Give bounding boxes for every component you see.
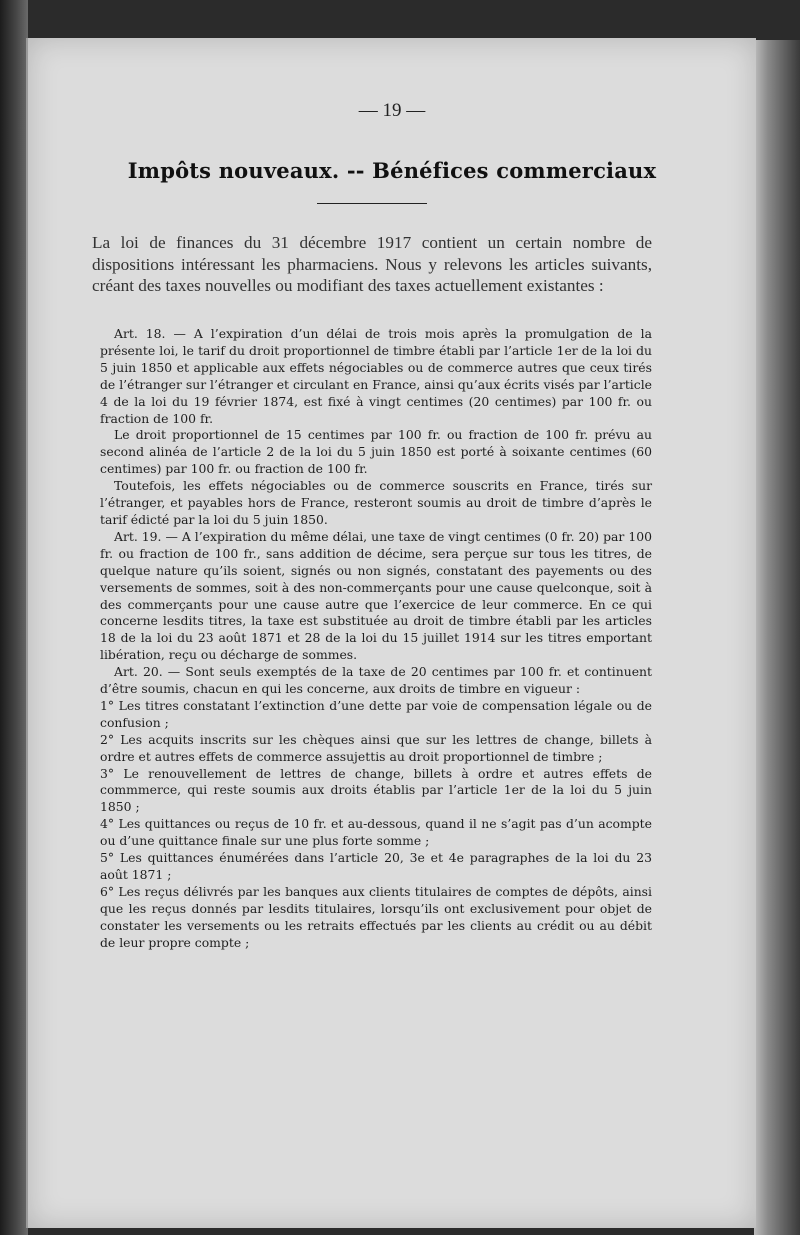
articles-body (100, 326, 652, 952)
document-page (26, 38, 756, 1228)
article-18-third-paragraph: Toutefois, les effets négociables ou de commerce souscrits en France, tirés sur l’étranger, et payables hors de France, resteront soumis au droit de timbre d’après le tarif édicté par la loi du 5 juin 1850. (100, 478, 652, 527)
page-title: Impôts nouveaux. -- Bénéfices commerciaux (127, 158, 657, 183)
article-18-paragraph: Art. 18. — A l’expiration d’un délai de trois mois après la promulgation de la présente loi, le tarif du droit proportionnel de timbre établi par l’article 1er de la loi du 5 juin 1850 et applicable aux effets négociables ou de commerce autres que ceux tirés de l’étranger sur l’étranger et circulant en France, ainsi qu’aux écrits visés par l’article 4 de la loi du 19 février 1874, est fixé à vingt centimes (20 centimes) par 100 fr. ou fraction de 100 fr. (100, 326, 652, 426)
list-item: 6° Les reçus délivrés par les banques aux clients titulaires de comptes de dépôts, ainsi que les reçus donnés par lesdits titulaires, lorsqu’ils ont exclusivement pour objet de constater les versements ou les retraits effectués par les clients au crédit ou au débit de leur propre compte ; (100, 883, 652, 950)
list-item: 2° Les acquits inscrits sur les chèques ainsi que sur les lettres de change, billets à ordre et autres effets de commerce assujettis au droit proportionnel de timbre ; (100, 731, 652, 764)
intro-paragraph: La loi de finances du 31 décembre 1917 contient un certain nombre de dispositions intéressant les pharmaciens. Nous y relevons les articles suivants, créant des taxes nouvelles ou modifiant des taxes actuellement existantes : (92, 233, 652, 296)
title-underline (317, 203, 427, 204)
page-stack-edge (754, 40, 800, 1235)
article-20-paragraph: Art. 20. — Sont seuls exemptés de la taxe de 20 centimes par 100 fr. et continuent d’être soumis, chacun en qui les concerne, aux droits de timbre en vigueur : (100, 664, 652, 697)
article-18-second-paragraph: Le droit proportionnel de 15 centimes par 100 fr. ou fraction de 100 fr. prévu au second alinéa de l’article 2 de la loi du 5 juin 1850 est porté à soixante centimes (60 centimes) par 100 fr. ou fraction de 100 fr. (100, 427, 652, 477)
list-item: 1° Les titres constatant l’extinction d’une dette par voie de compensation légale ou de confusion ; (100, 697, 652, 730)
list-item: 4° Les quittances ou reçus de 10 fr. et au-dessous, quand il ne s’agit pas d’un acompte ou d’une quittance finale sur une plus forte somme ; (100, 816, 652, 849)
page-number: — 19 — (358, 100, 426, 121)
book-binding-edge (0, 0, 28, 1235)
article-19-paragraph: Art. 19. — A l’expiration du même délai, une taxe de vingt centimes (0 fr. 20) par 100 fr. ou fraction de 100 fr., sans addition de décime, sera perçue sur tous les titres, de quelque nature qu’ils soient, signés ou non signés, constatant des payements ou des versements de sommes, soit à des non-commerçants pour une cause quelconque, soit à des commerçants pour une cause autre que l’exercice de leur commerce. En ce qui concerne lesdits titres, la taxe est substituée au droit de timbre établi par les articles 18 de la loi du 23 août 1871 et 28 de la loi du 15 juillet 1914 sur les titres emportant libération, reçu ou décharge de sommes. (100, 528, 652, 663)
list-item: 5° Les quittances énumérées dans l’article 20, 3e et 4e paragraphes de la loi du 23 août 1871 ; (100, 850, 652, 882)
list-item: 3° Le renouvellement de lettres de change, billets à ordre et autres effets de commmerce, qui reste soumis aux droits établis par l’article 1er de la loi du 5 juin 1850 ; (100, 765, 652, 815)
